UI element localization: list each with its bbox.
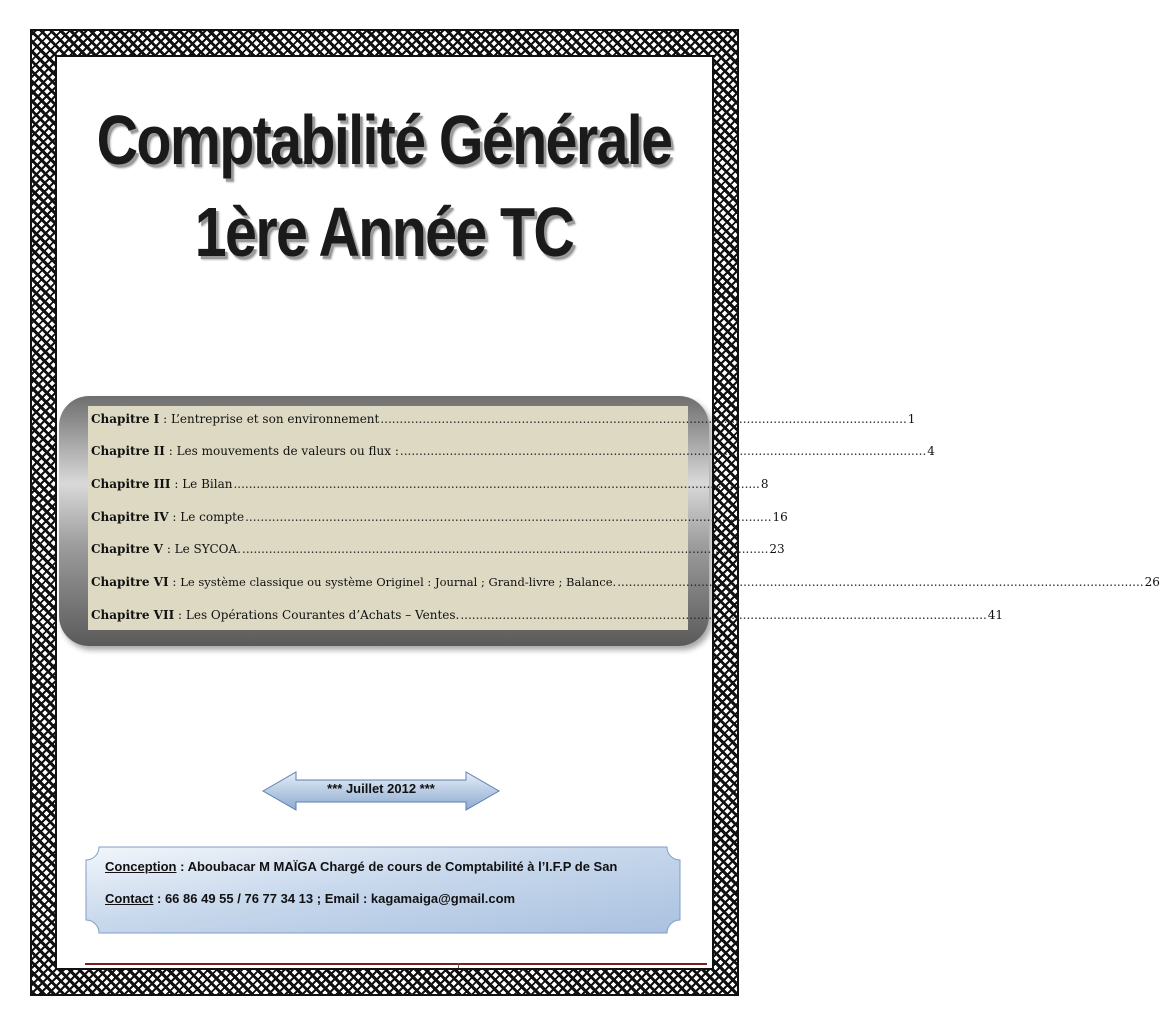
toc-page: 41 [987, 608, 1004, 622]
toc-entry: Chapitre III : Le Bilan .......................................................................................................................................... 8 [91, 477, 769, 491]
toc-entry: Chapitre VII : Les Opérations Courantes d’Achats – Ventes. .......................................................................................................................................... 41 [91, 608, 1004, 622]
contact-key: Contact [105, 891, 154, 906]
toc-label: Les mouvements de valeurs ou flux : [176, 444, 399, 458]
toc-chapter: Chapitre II [91, 444, 165, 458]
toc-label: Les Opérations Courantes d’Achats – Ventes. [185, 608, 460, 622]
toc-page: 26 [1144, 575, 1160, 589]
toc-entry: Chapitre II : Les mouvements de valeurs ou flux : .......................................................................................................................................... 4 [91, 444, 935, 458]
toc-page: 8 [760, 477, 769, 491]
contact-line: Contact : 66 86 49 55 / 76 77 34 13 ; Email : kagamaiga@gmail.com [105, 891, 516, 906]
toc-label: Le Bilan [182, 477, 233, 491]
toc-chapter: Chapitre VI [91, 575, 169, 589]
contact-value: 66 86 49 55 / 76 77 34 13 ; Email : kagamaiga@gmail.com [164, 891, 516, 906]
toc-label: L’entreprise et son environnement [170, 412, 380, 426]
conception-value: Aboubacar M MAÏGA Chargé de cours de Comptabilité à l’I.F.P de San [187, 859, 618, 874]
conception-key: Conception [105, 859, 177, 874]
toc-entry: Chapitre V : Le SYCOA. .......................................................................................................................................... 23 [91, 542, 785, 556]
footer-rule [85, 963, 707, 965]
toc-page: 23 [769, 542, 785, 556]
toc-chapter: Chapitre VII [91, 608, 175, 622]
toc-chapter: Chapitre I [91, 412, 160, 426]
toc-page: 1 [907, 412, 916, 426]
conception-line: Conception : Aboubacar M MAÏGA Chargé de cours de Comptabilité à l’I.F.P de San [105, 859, 618, 874]
toc-label: Le système classique ou système Originel : Journal ; Grand-livre ; Balance. [180, 575, 617, 589]
date-label: *** Juillet 2012 *** [327, 781, 435, 796]
document-title: Comptabilité Générale [96, 101, 672, 179]
toc-chapter: Chapitre IV [91, 510, 169, 524]
toc-entry: Chapitre I : L’entreprise et son environnement .......................................................................................................................................... 1 [91, 412, 916, 426]
document-subtitle: 1ère Année TC [194, 193, 574, 271]
toc-entry: Chapitre IV : Le compte .......................................................................................................................................... 16 [91, 510, 788, 524]
toc-entry: Chapitre VI : Le système classique ou système Originel : Journal ; Grand-livre ; Balance. .......................................................................................................................................... 26 [91, 575, 1160, 589]
toc-label: Le compte [180, 510, 245, 524]
toc-page: 16 [772, 510, 788, 524]
toc-chapter: Chapitre V [91, 542, 163, 556]
toc-label: Le SYCOA. [174, 542, 241, 556]
toc-chapter: Chapitre III [91, 477, 171, 491]
footer-tick [458, 963, 459, 968]
toc-page: 4 [927, 444, 935, 458]
